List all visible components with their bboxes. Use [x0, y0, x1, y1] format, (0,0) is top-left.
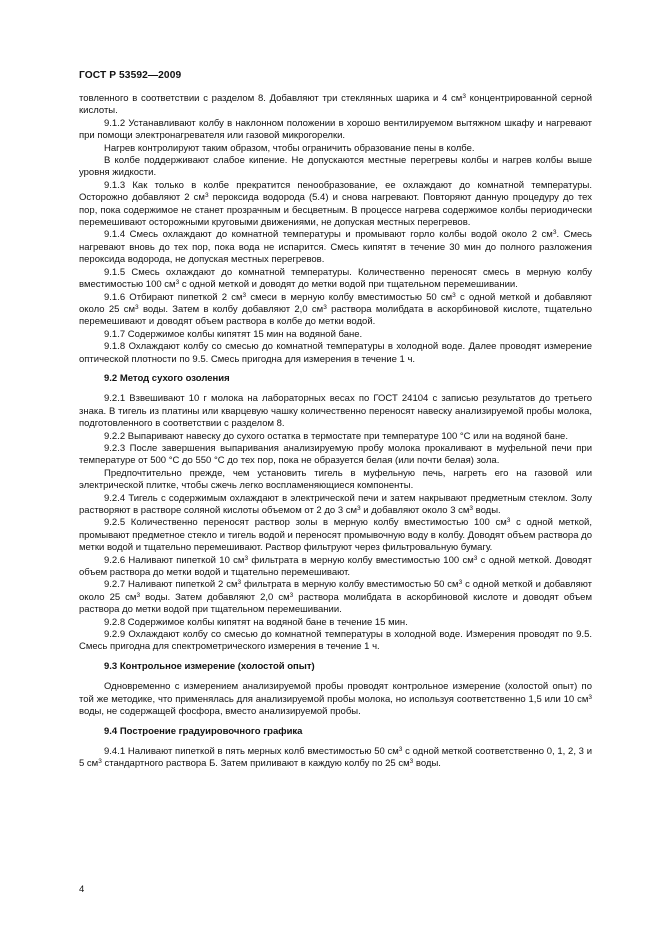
- paragraph: 9.2.9 Охлаждают колбу со смесью до комнатной температуры в холодной воде. Измерения проводят по 9.5. Смесь пригодна для спектрометрического измерения в течение 1 ч.: [79, 629, 592, 653]
- paragraph: 9.1.5 Смесь охлаждают до комнатной температуры. Количественно переносят смесь в мерную колбу вместимостью 100 $см^3$ с одной меткой и доводят до метки водой при тщательном перемешивании.: [79, 266, 592, 291]
- paragraph: 9.1.6 Отбирают пипеткой 2 $см^3$ смеси в мерную колбу вместимостью 50 $см^3$ с одной меткой и добавляют около 25 $см^3$ воды. Затем в колбу добавляют 2,0 $см^3$ раствора молибдата в аскорбиновой кислоте, тщательно перемешивают и доводят объем раствора в колбе до метки водой.: [79, 291, 593, 328]
- paragraph: 9.2.4 Тигель с содержимым охлаждают в электрической печи и затем накрывают предметным стеклом. Золу растворяют в растворе соляной кислоты объемом от 2 до 3 $см^3$ и добавляют около 3 $см^3$ воды.: [79, 492, 592, 516]
- paragraph: В колбе поддерживают слабое кипение. Не допускаются местные перегревы колбы и нагрев колбы выше уровня жидкости.: [79, 155, 592, 179]
- paragraph: 9.2.1 Взвешивают 10 г молока на лабораторных весах по ГОСТ 24104 с записью результатов до третьего знака. В тигель из платины или кварцевую чашку количественно переносят навеску анализируемой пробы молока, подготовленного в соответствии с разделом 8.: [79, 393, 592, 430]
- section-heading: 9.4 Построение градуировочного графика: [104, 725, 303, 737]
- paragraph: товленного в соответствии с разделом 8. Добавляют три стеклянных шарика и 4 $см^3$ концентрированной серной кислоты.: [79, 93, 593, 117]
- paragraph: 9.1.8 Охлаждают колбу со смесью до комнатной температуры в холодной воде. Далее проводят измерение оптической плотности по 9.5. Смесь пригодна для измерения в течение 1 ч.: [79, 341, 592, 365]
- paragraph: 9.2.7 Наливают пипеткой 2 $см^3$ фильтрата в мерную колбу вместимостью 50 $см^3$ с одной меткой и добавляют около 25 $см^3$ воды. Затем добавляют 2,0 $см^3$ раствора молибдата в аскорбиновой кислоте и доводят объем раствора до метки водой при тщательном перемешивании.: [79, 579, 592, 616]
- paragraph: 9.1.3 Как только в колбе прекратится пенообразование, ее охлаждают до комнатной температуры. Осторожно добавляют 2 $см^3$ пероксида водорода (5.4) и снова нагревают. Повторяют данную процедуру до тех пор, пока содержимое не станет прозрачным и бесцветным. В процессе нагрева содержимое колбы периодически перемешивают осторожными круговыми движениями, не допуская местных перегревов.: [79, 179, 592, 229]
- paragraph: 9.2.3 После завершения выпаривания анализируемую пробу молока прокаливают в муфельной печи при температуре от 500 °С до 550 °С до тех пор, пока не образуется белая (или почти белая) зола.: [79, 442, 592, 467]
- section-heading: 9.3 Контрольное измерение (холостой опыт): [104, 660, 315, 672]
- document-body: [79, 93, 592, 771]
- document-header: ГОСТ Р 53592—2009: [79, 70, 182, 81]
- section-heading: 9.2 Метод сухого озоления: [104, 372, 230, 384]
- paragraph: 9.4.1 Наливают пипеткой в пять мерных колб вместимостью 50 $см^3$ с одной меткой соответственно 0, 1, 2, 3 и 5 $см^3$ стандартного раствора Б. Затем приливают в каждую колбу по 25 $см^3$ воды.: [79, 745, 592, 770]
- paragraph: 9.2.8 Содержимое колбы кипятят на водяной бане в течение 15 мин.: [104, 616, 408, 628]
- paragraph: 9.2.2 Выпаривают навеску до сухого остатка в термостате при температуре 100 °С или на водяной бане.: [104, 430, 568, 442]
- paragraph: 9.1.7 Содержимое колбы кипятят 15 мин на водяной бане.: [104, 328, 363, 340]
- paragraph: Нагрев контролируют таким образом, чтобы ограничить образование пены в колбе.: [104, 142, 475, 154]
- paragraph: Предпочтительно прежде, чем установить тигель в муфельную печь, нагреть его на газовой или электрической плитке, чтобы сжечь легко воспламеняющиеся компоненты.: [79, 467, 592, 492]
- paragraph: 9.1.4 Смесь охлаждают до комнатной температуры и промывают горло колбы водой около 2 $см^3$. Смесь нагревают вновь до тех пор, пока вода не испарится. Смесь кипятят в течение 30 мин до полного разложения пероксида водорода, не допуская местных перегревов.: [79, 229, 592, 266]
- paragraph: 9.1.2 Устанавливают колбу в наклонном положении в хорошо вентилируемом вытяжном шкафу и нагревают при помощи электронагревателя или газовой микрогорелки.: [79, 117, 592, 142]
- paragraph: 9.2.5 Количественно переносят раствор золы в мерную колбу вместимостью 100 $см^3$ с одной меткой, промывают предметное стекло и тигель водой и переносят промывочную воду в колбу. Доводят объем раствора до метки водой и тщательно перемешивают. Раствор фильтруют через фильтровальную бумагу.: [79, 517, 592, 554]
- page-number: 4: [79, 884, 85, 895]
- paragraph: 9.2.6 Наливают пипеткой 10 $см^3$ фильтрата в мерную колбу вместимостью 100 $см^3$ с одной меткой. Доводят объем раствора до метки водой и тщательно перемешивают.: [79, 554, 592, 579]
- paragraph: Одновременно с измерением анализируемой пробы проводят контрольное измерение (холостой опыт) по той же методике, что применялась для анализируемой пробы молока, но используя соответственно 1,5 или 10 $см^3$ воды, не содержащей фосфора, вместо анализируемой пробы.: [79, 681, 592, 718]
